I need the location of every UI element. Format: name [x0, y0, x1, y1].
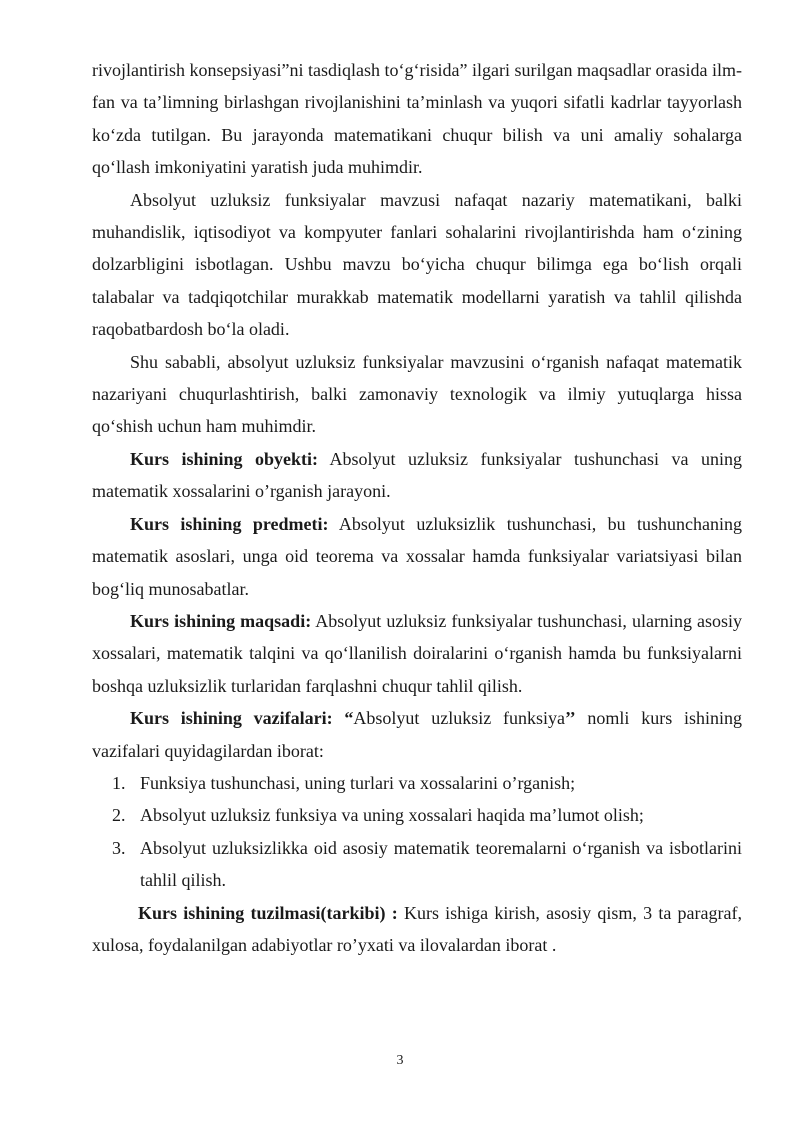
paragraph-goal	[92, 605, 742, 702]
list-item-number: 3.	[112, 837, 126, 858]
list-item-text: Absolyut uzluksiz funksiya va uning xossalari haqida ma’lumot olish;	[140, 805, 644, 826]
goal-text: Absolyut uzluksiz funksiyalar tushunchasi, ularning asosiy xossalari, matematik talqini va qo‘llanilish doiralarini o‘rganish hamda bu funksiyalarni boshqa uzluksizlik turlaridan farqlashni chuqur tahlil qilish.	[92, 610, 742, 696]
paragraph-structure	[92, 897, 742, 962]
object-label: Kurs ishining obyekti:	[130, 448, 319, 469]
list-item	[92, 832, 742, 897]
paragraph-relevance: Absolyut uzluksiz funksiyalar mavzusi nafaqat nazariy matematikani, balki muhandislik, iqtisodiyot va kompyuter fanlari sohalarini rivojlantirishda ham o‘zining dolzarbligini isbotlagan. Ushbu mavzu bo‘yicha chuqur bilimga ega bo‘lish orqali talabalar va tadqiqotchilar murakkab matematik modellarni yaratish va tahlil qilishda raqobatbardosh bo‘la oladi.	[92, 189, 742, 340]
structure-label: Kurs ishining tuzilmasi(tarkibi) :	[138, 902, 398, 923]
document-page	[92, 54, 742, 961]
subject-label: Kurs ishining predmeti:	[130, 513, 329, 534]
tasks-title: Absolyut uzluksiz funksiya	[353, 708, 565, 729]
tasks-quote-close: ’’	[564, 708, 576, 729]
structure-text: Kurs ishiga kirish, asosiy qism, 3 ta paragraf, xulosa, foydalanilgan adabiyotlar ro’yxati va ilovalardan iborat .	[92, 902, 742, 955]
paragraph-tasks	[92, 702, 742, 767]
paragraph-intro: rivojlantirish konsepsiyasi”ni tasdiqlash to‘g‘risida” ilgari surilgan maqsadlar orasida ilm-fan va ta’limning birlashgan rivojlanishini ta’minlash va yuqori sifatli kadrlar tayyorlash ko‘zda tutilgan. Bu jarayonda matematikani chuqur bilish va uni amaliy sohalarga qo‘llash imkoniyatini yaratish juda muhimdir.	[92, 60, 742, 178]
list-item-number: 1.	[112, 772, 126, 793]
tasks-text: nomli kurs ishining vazifalari quyidagilardan iborat:	[92, 708, 743, 761]
goal-label: Kurs ishining maqsadi:	[130, 610, 312, 631]
tasks-list	[92, 767, 742, 897]
object-text: Absolyut uzluksiz funksiyalar tushunchasi va uning matematik xossalarini o’rganish jarayoni.	[92, 448, 742, 502]
page-number: 3	[396, 1053, 404, 1068]
paragraph-object	[92, 443, 742, 508]
list-item	[92, 799, 742, 831]
list-item-text: Funksiya tushunchasi, uning turlari va xossalarini o’rganish;	[140, 772, 576, 793]
tasks-label: Kurs ishining vazifalari:	[130, 708, 333, 729]
paragraph-subject	[92, 508, 742, 605]
paragraph-importance: Shu sababli, absolyut uzluksiz funksiyalar mavzusini o‘rganish nafaqat matematik nazariyani chuqurlashtirish, balki zamonaviy texnologik va ilmiy yutuqlarga hissa qo‘shish uchun ham muhimdir.	[92, 351, 742, 437]
tasks-quote-open: “	[332, 708, 354, 729]
list-item	[92, 767, 742, 799]
subject-text: Absolyut uzluksizlik tushunchasi, bu tushunchaning matematik asoslari, unga oid teorema va xossalar hamda funksiyalar variatsiyasi bilan bog‘liq munosabatlar.	[92, 513, 742, 599]
list-item-number: 2.	[112, 805, 126, 826]
list-item-text: Absolyut uzluksizlikka oid asosiy matematik teoremalarni o‘rganish va isbotlarini tahlil qilish.	[140, 837, 742, 891]
